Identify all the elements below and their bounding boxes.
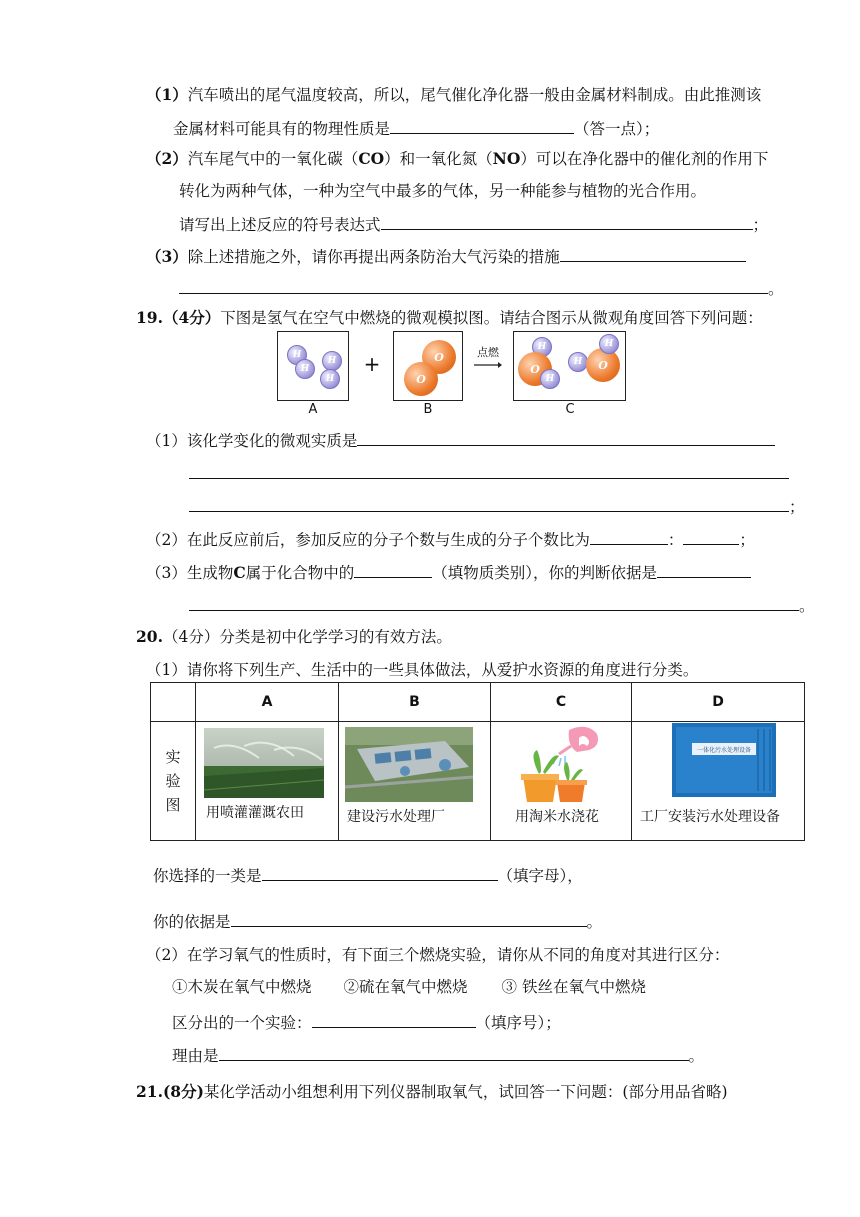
q19-part2: （2）在此反应前后，参加反应的分子个数与生成的分子个数比为 ： ； [146, 528, 755, 550]
q20-reason: 理由是 。 [172, 1044, 704, 1066]
answer-blank[interactable] [590, 528, 668, 545]
q19-part1-line3: ； [189, 495, 805, 517]
answer-blank[interactable] [390, 117, 574, 134]
q19-part1-line2 [189, 462, 789, 484]
plus-sign: + [363, 352, 381, 376]
q18-part1-line2: 金属材料可能具有的物理性质是 （答一点）； [173, 117, 659, 139]
answer-blank[interactable] [189, 594, 799, 611]
column-header-b: B [339, 683, 491, 722]
caption-a: 用喷灌灌溉农田 [206, 805, 304, 822]
sewage-treatment-equipment-photo [672, 723, 776, 797]
cell-b [339, 722, 491, 841]
q18-part3-line1: （3）除上述措施之外，请你再提出两条防治大气污染的措施 [146, 245, 746, 267]
answer-blank[interactable] [381, 213, 753, 230]
q20-experiments: ①木炭在氧气中燃烧 ②硫在氧气中燃烧 ③ 铁丝在氧气中燃烧 [172, 978, 646, 996]
table-corner [151, 683, 196, 722]
answer-blank[interactable] [683, 528, 739, 545]
sprinkler-irrigation-photo [204, 728, 324, 798]
answer-blank[interactable] [312, 1011, 476, 1028]
hydrogen-atom: H [295, 359, 315, 379]
answer-blank[interactable] [179, 277, 768, 294]
reaction-arrow-icon [474, 361, 502, 369]
answer-blank[interactable] [189, 462, 789, 479]
hydrogen-atom: H [540, 369, 560, 389]
cell-a [196, 722, 339, 841]
arrow-label: 点燃 [477, 346, 499, 359]
answer-blank[interactable] [354, 561, 432, 578]
hydrogen-atom: H [599, 334, 619, 354]
hydrogen-atom: H [532, 337, 552, 357]
caption-b: 建设污水处理厂 [347, 809, 445, 826]
cell-d [632, 722, 805, 841]
row-header: 实 验 图 [151, 722, 196, 841]
q18-part1-line1: （1）汽车喷出的尾气温度较高，所以，尾气催化净化器一般由金属材料制成。由此推测该 [146, 85, 762, 104]
q18-part2-line2: 转化为两种气体，一种为空气中最多的气体，另一种能参与植物的光合作用。 [179, 182, 707, 200]
q20-distinguish: 区分出的一个实验： （填序号）； [172, 1011, 561, 1033]
sewage-plant-photo [345, 727, 473, 802]
oxygen-atom: O [518, 352, 552, 386]
watering-flowers-cartoon [519, 724, 609, 804]
caption-c: 用淘米水浇花 [515, 809, 599, 826]
hydrogen-atom: H [287, 345, 307, 365]
hydrogen-atom: H [568, 352, 588, 372]
q19-heading: 19.（4分）下图是氢气在空气中燃烧的微观模拟图。请结合图示从微观角度回答下列问题： [136, 308, 763, 327]
oxygen-atom: O [404, 362, 438, 396]
column-header-d: D [632, 683, 805, 722]
hydrogen-atom: H [320, 369, 340, 389]
answer-blank[interactable] [357, 429, 775, 446]
q18-part2-line3: 请写出上述反应的符号表达式 ； [179, 213, 768, 235]
q20-part2: （2）在学习氧气的性质时，有下面三个燃烧实验，请你从不同的角度对其进行区分： [146, 946, 730, 964]
column-header-c: C [491, 683, 632, 722]
oxygen-atom: O [422, 340, 456, 374]
answer-blank[interactable] [560, 245, 746, 262]
hydrogen-combustion-figure [274, 326, 630, 418]
q19-part3-line2: 。 [189, 594, 815, 616]
q18-part3-line2: 。 [179, 277, 784, 299]
label-b: B [423, 402, 433, 417]
q18-part2-line1: （2）汽车尾气中的一氧化碳（CO）和一氧化氮（NO）可以在净化器中的催化剂的作用下 [146, 149, 769, 168]
device-label: 一体化污水处理设备 [696, 747, 752, 755]
q19-part1: （1）该化学变化的微观实质是 [146, 429, 775, 451]
oxygen-atom: O [586, 348, 620, 382]
label-c: C [565, 402, 575, 417]
answer-blank[interactable] [231, 910, 587, 927]
q20-basis: 你的依据是 。 [153, 910, 602, 932]
answer-blank[interactable] [262, 864, 498, 881]
cell-c [491, 722, 632, 841]
q21-heading: 21.(8分)某化学活动小组想利用下列仪器制取氧气，试回答一下问题：(部分用品省略) [136, 1082, 728, 1101]
hydrogen-atom: H [322, 351, 342, 371]
answer-blank[interactable] [189, 495, 789, 512]
water-practice-table [150, 682, 805, 841]
q19-part3: （3）生成物C属于化合物中的 （填物质类别），你的判断依据是 [146, 561, 751, 583]
q20-heading: 20.（4分）分类是初中化学学习的有效方法。 [136, 627, 452, 646]
q20-choose: 你选择的一类是 （填字母）， [153, 864, 583, 886]
label-a: A [308, 402, 318, 417]
answer-blank[interactable] [219, 1044, 689, 1061]
q20-part1: （1）请你将下列生产、生活中的一些具体做法，从爱护水资源的角度进行分类。 [146, 661, 699, 679]
column-header-a: A [196, 683, 339, 722]
answer-blank[interactable] [657, 561, 751, 578]
caption-d: 工厂安装污水处理设备 [640, 809, 780, 826]
